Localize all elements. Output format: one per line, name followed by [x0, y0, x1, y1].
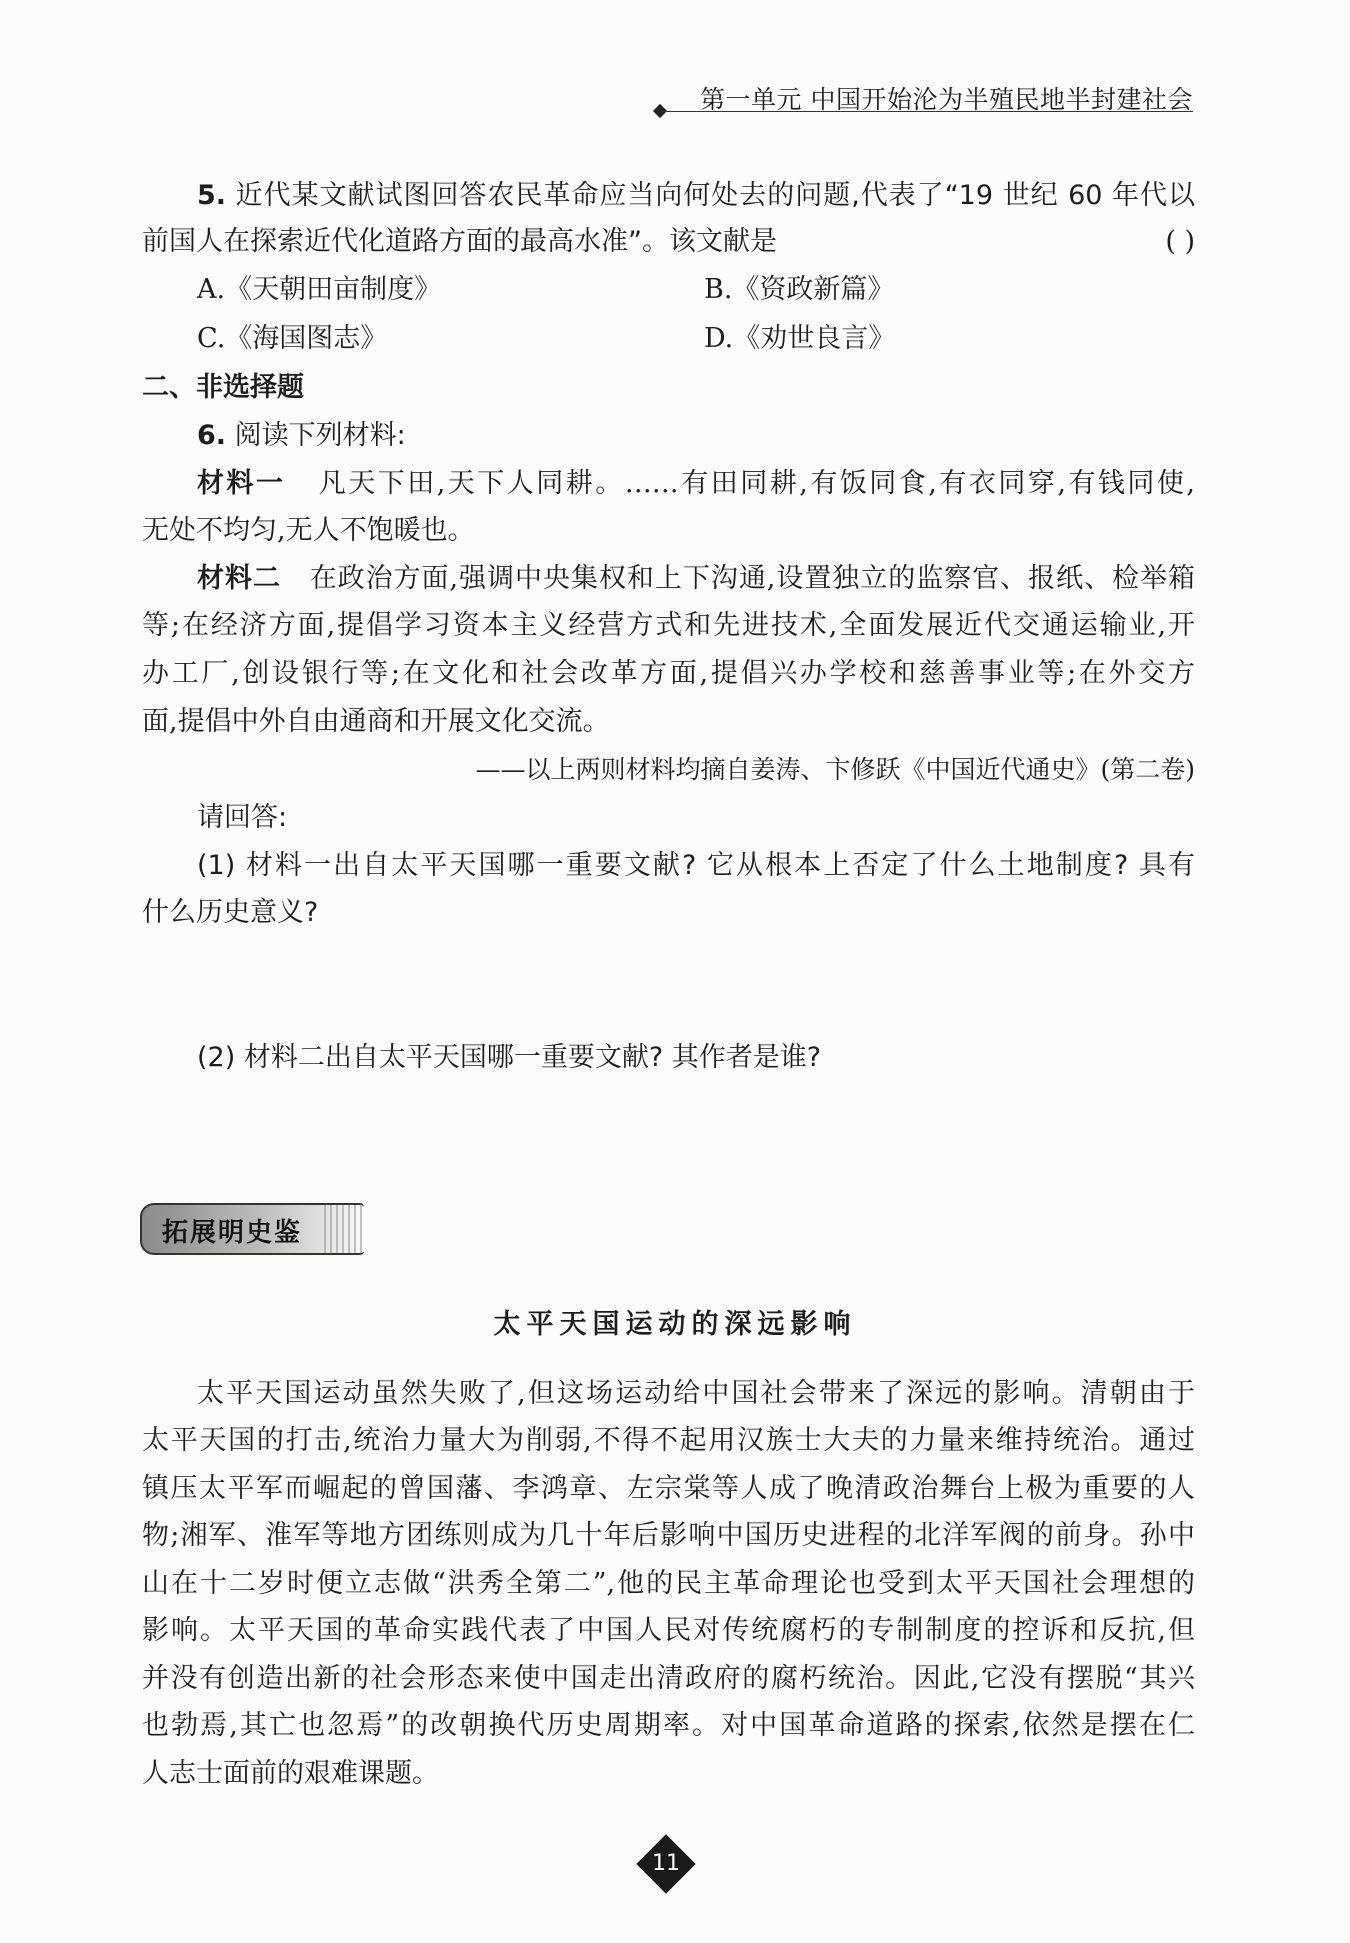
q6-sub1-line-1: (1) 材料一出自太平天国哪一重要文献? 它从根本上否定了什么土地制度? 具有 [197, 850, 1195, 881]
q5-line-2: 前国人在探索近代化道路方面的最高水准”。该文献是 [142, 226, 777, 257]
q5-text-1: 近代某文献试图回答农民革命应当向何处去的问题,代表了“19 世纪 60 年代以 [235, 180, 1196, 211]
header-rule [662, 111, 1193, 112]
q6-number: 6. [197, 420, 227, 451]
material-1-label: 材料一 [197, 468, 286, 499]
article-line-5: 山在十二岁时便立志做“洪秀全第二”,他的民主革命理论也受到太平天国社会理想的 [142, 1568, 1195, 1599]
q5-option-b: B.《资政新篇》 [704, 274, 895, 305]
q6-sub2: (2) 材料二出自太平天国哪一重要文献? 其作者是谁? [197, 1042, 822, 1073]
article-line-2: 太平天国的打击,统治力量大为削弱,不得不起用汉族士大夫的力量来维持统治。通过 [142, 1425, 1195, 1456]
material-source: ——以上两则材料均摘自姜涛、卞修跃《中国近代通史》(第二卷) [475, 755, 1195, 784]
badge-stripes-decoration [324, 1205, 364, 1253]
q5-option-a: A.《天朝田亩制度》 [197, 274, 442, 305]
q5-line-1 [197, 178, 1195, 214]
q6-sub1-line-2: 什么历史意义? [142, 897, 319, 928]
material-1-line-2: 无处不均匀,无人不饱暖也。 [142, 515, 475, 546]
q5-answer-paren: ( ) [1165, 226, 1195, 257]
material-2-label: 材料二 [197, 563, 281, 594]
material-2-text-1: 在政治方面,强调中央集权和上下沟通,设置独立的监察官、报纸、检举箱 [309, 563, 1196, 594]
material-2-line-1 [197, 561, 1195, 597]
article-line-4: 物;湘军、淮军等地方团练则成为几十年后影响中国历史进程的北洋军阀的前身。孙中 [142, 1520, 1195, 1551]
material-1-line-1 [197, 466, 1195, 502]
article-line-3: 镇压太平军而崛起的曾国藩、李鸿章、左宗棠等人成了晚清政治舞台上极为重要的人 [142, 1473, 1195, 1504]
q6-intro [197, 418, 1195, 454]
q5-number: 5. [197, 180, 227, 211]
article-line-9: 人志士面前的艰难课题。 [142, 1758, 439, 1789]
article-line-6: 影响。太平天国的革命实践代表了中国人民对传统腐朽的专制制度的控诉和反抗,但 [142, 1615, 1195, 1646]
unit-header: 第一单元 中国开始沦为半殖民地半封建社会 [700, 85, 1193, 114]
material-2-line-3: 办工厂,创设银行等;在文化和社会改革方面,提倡兴办学校和慈善事业等;在外交方 [142, 658, 1195, 689]
material-2-line-4: 面,提倡中外自由通商和开展文化交流。 [142, 706, 610, 737]
section-title-non-choice: 二、非选择题 [142, 372, 304, 403]
page-number: 11 [652, 1851, 680, 1876]
article-title: 太平天国运动的深远影响 [493, 1309, 857, 1340]
article-line-8: 也勃焉,其亡也忽焉”的改朝换代历史周期率。对中国革命道路的探索,依然是摆在仁 [142, 1710, 1195, 1741]
q6-intro-text: 阅读下列材料: [234, 420, 406, 451]
q6-ask: 请回答: [197, 802, 288, 833]
q5-option-d: D.《劝世良言》 [704, 323, 896, 354]
material-2-line-2: 等;在经济方面,提倡学习资本主义经营方式和先进技术,全面发展近代交通运输业,开 [142, 610, 1195, 641]
extension-badge-label: 拓展明史鉴 [162, 1218, 303, 1248]
extension-badge [140, 1203, 364, 1255]
q5-option-c: C.《海国图志》 [197, 323, 388, 354]
article-line-1: 太平天国运动虽然失败了,但这场运动给中国社会带来了深远的影响。清朝由于 [197, 1378, 1195, 1409]
material-1-text-1: 凡天下田,天下人同耕。……有田同耕,有饭同食,有衣同穿,有钱同使, [318, 468, 1196, 499]
article-line-7: 并没有创造出新的社会形态来使中国走出清政府的腐朽统治。因此,它没有摆脱“其兴 [142, 1663, 1195, 1694]
